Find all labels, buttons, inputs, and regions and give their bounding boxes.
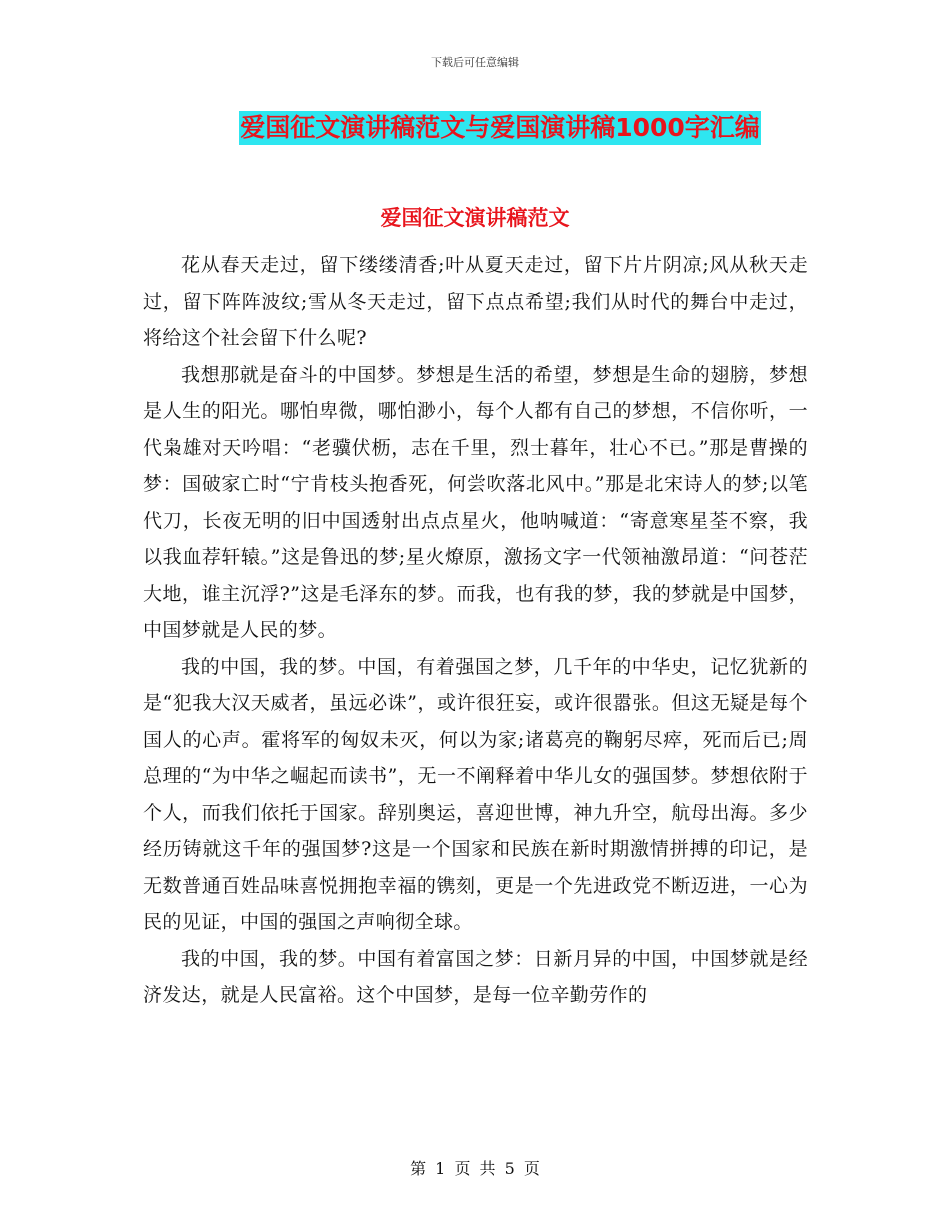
- paragraph-2: 我想那就是奋斗的中国梦。梦想是生活的希望，梦想是生命的翅膀，梦想是人生的阳光。哪怕卑微，哪怕渺小，每个人都有自己的梦想，不信你听，一代枭雄对天吟唱：“老骥伏枥，志在千里，烈士暮年，壮心不已。”那是曹操的梦：国破家亡时“宁肯枝头抱香死，何尝吹落北风中。”那是北宋诗人的梦;以笔代刀，长夜无明的旧中国透射出点点星火，他呐喊道：“寄意寒星荃不察，我以我血荐轩辕。”这是鲁迅的梦;星火燎原，激扬文字一代领袖激昂道：“问苍茫大地，谁主沉浮?”这是毛泽东的梦。而我，也有我的梦，我的梦就是中国梦，中国梦就是人民的梦。: [143, 363, 808, 641]
- document-title: 爱国征文演讲稿范文与爱国演讲稿1000字汇编: [239, 111, 761, 145]
- page-number-footer: 第 1 页 共 5 页: [410, 1159, 540, 1178]
- paragraph-4: 我的中国，我的梦。中国有着富国之梦：日新月异的中国，中国梦就是经济发达，就是人民富裕。这个中国梦，是每一位辛勤劳作的: [143, 947, 808, 1006]
- document-body: [143, 247, 808, 1014]
- paragraph-3: 我的中国，我的梦。中国，有着强国之梦，几千年的中华史，记忆犹新的是“犯我大汉天威者，虽远必诛”，或许很狂妄，或许很嚣张。但这无疑是每个国人的心声。霍将军的匈奴未灭，何以为家;诸葛亮的鞠躬尽瘁，死而后已;周总理的“为中华之崛起而读书”，无一不阐释着中华儿女的强国梦。梦想依附于个人，而我们依托于国家。辞别奥运，喜迎世博，神九升空，航母出海。多少经历铸就这千年的强国梦?这是一个国家和民族在新时期激情拼搏的印记，是无数普通百姓品味喜悦拥抱幸福的镌刻，更是一个先进政党不断迈进，一心为民的见证，中国的强国之声响彻全球。: [143, 655, 808, 933]
- section-title: 爱国征文演讲稿范文: [380, 206, 570, 230]
- paragraph-1: 花从春天走过，留下缕缕清香;叶从夏天走过，留下片片阴凉;风从秋天走过，留下阵阵波纹;雪从冬天走过，留下点点希望;我们从时代的舞台中走过，将给这个社会留下什么呢?: [143, 254, 808, 349]
- page-header-note: 下载后可任意编辑: [431, 56, 519, 69]
- document-title-container: [0, 111, 950, 145]
